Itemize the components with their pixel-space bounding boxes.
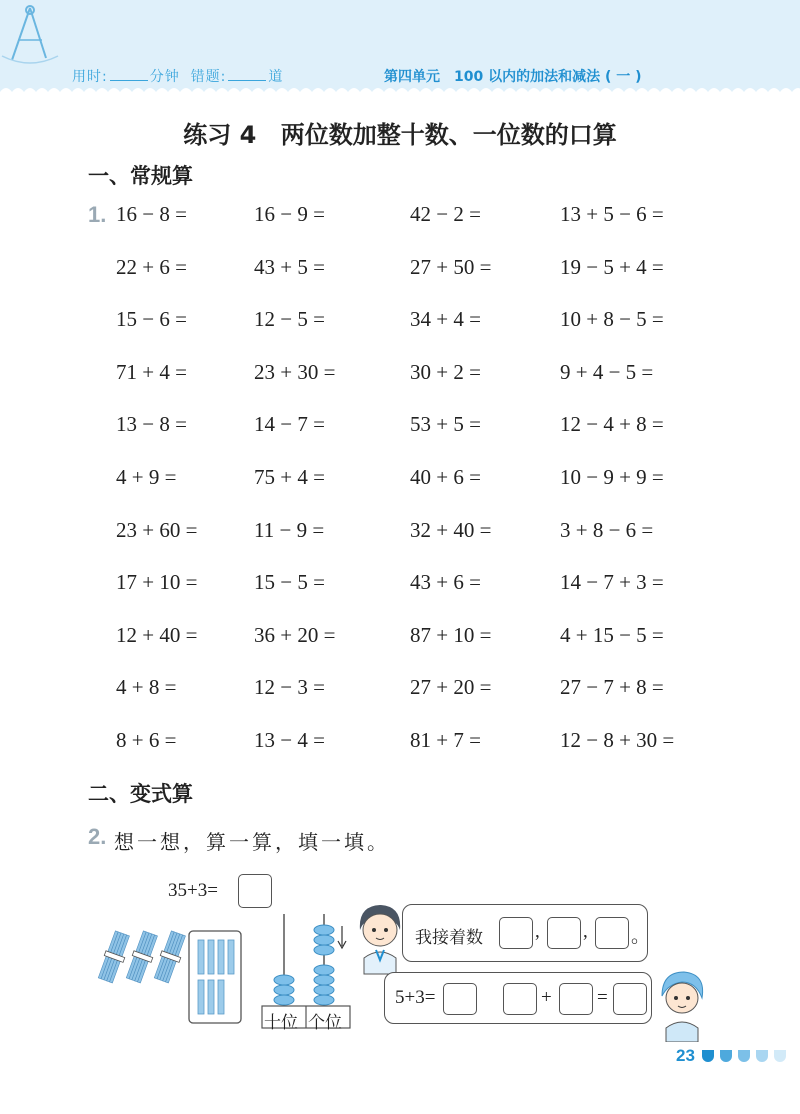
- addition-box-3[interactable]: [559, 983, 593, 1015]
- arithmetic-problem: 16 − 8 =: [116, 202, 187, 226]
- arithmetic-problem: 34 + 4 =: [410, 307, 481, 331]
- arithmetic-problem: 14 − 7 =: [254, 412, 325, 436]
- arithmetic-problem: 81 + 7 =: [410, 728, 481, 752]
- instruction-text: 想一想，算一算，填一填。: [114, 830, 390, 854]
- errors-blank[interactable]: [228, 68, 266, 81]
- arithmetic-problem: 15 − 6 =: [116, 307, 187, 331]
- addition-box-1[interactable]: [443, 983, 477, 1015]
- section-heading-1: 一、常规算: [88, 164, 193, 188]
- arithmetic-problem: 19 − 5 + 4 =: [560, 255, 664, 279]
- time-errors-record: [72, 66, 283, 86]
- unit-heading: [384, 66, 642, 86]
- arithmetic-problem: 16 − 9 =: [254, 202, 325, 226]
- period: 。: [631, 926, 651, 947]
- question-number-2: 2.: [88, 824, 107, 849]
- arithmetic-problem: 23 + 30 =: [254, 360, 336, 384]
- arithmetic-problem: 22 + 6 =: [116, 255, 187, 279]
- question-number-1: 1.: [88, 202, 107, 227]
- arithmetic-problem: 4 + 9 =: [116, 465, 177, 489]
- arithmetic-problem: 36 + 20 =: [254, 623, 336, 647]
- arithmetic-problem: 10 + 8 − 5 =: [560, 307, 664, 331]
- section-heading-2: 二、变式算: [88, 782, 193, 806]
- errors-unit: 道: [268, 69, 284, 85]
- arithmetic-problem: 75 + 4 =: [254, 465, 325, 489]
- arithmetic-problem: 4 + 8 =: [116, 675, 177, 699]
- page-header: [0, 0, 800, 98]
- time-label: 用时:: [72, 69, 108, 85]
- arithmetic-problem: 13 − 4 =: [254, 728, 325, 752]
- arithmetic-problem: 11 − 9 =: [254, 518, 325, 542]
- arithmetic-problem: 3 + 8 − 6 =: [560, 518, 654, 542]
- unit-title: 100 以内的加法和减法 ( 一 ): [454, 69, 642, 85]
- arithmetic-problem: 17 + 10 =: [116, 570, 198, 594]
- equals-sign: =: [597, 987, 608, 1008]
- arithmetic-problem: 40 + 6 =: [410, 465, 481, 489]
- page-decoration-dots: [698, 1048, 790, 1064]
- arithmetic-problem: 12 − 4 + 8 =: [560, 412, 664, 436]
- arithmetic-problem: 27 − 7 + 8 =: [560, 675, 664, 699]
- arithmetic-problem: 13 − 8 =: [116, 412, 187, 436]
- time-blank[interactable]: [110, 68, 148, 81]
- arithmetic-problem: 12 − 5 =: [254, 307, 325, 331]
- arithmetic-problem: 9 + 4 − 5 =: [560, 360, 654, 384]
- arithmetic-problem: 43 + 5 =: [254, 255, 325, 279]
- stick-bundles-illustration: [96, 928, 192, 988]
- count-box-2[interactable]: [547, 917, 581, 949]
- speech-bubble-addition: [384, 972, 652, 1024]
- arithmetic-problem: 87 + 10 =: [410, 623, 492, 647]
- arithmetic-problem: 43 + 6 =: [410, 570, 481, 594]
- arithmetic-problem: 12 + 40 =: [116, 623, 198, 647]
- count-box-3[interactable]: [595, 917, 629, 949]
- arithmetic-problem: 32 + 40 =: [410, 518, 492, 542]
- unit-label: 第四单元: [384, 69, 440, 85]
- page-title: [0, 115, 800, 150]
- bubble-counting-text: 我接着数: [415, 928, 483, 948]
- boy-character-illustration: [352, 900, 408, 976]
- abacus-tens-label: 十位: [264, 1013, 298, 1033]
- arithmetic-problem: 27 + 50 =: [410, 255, 492, 279]
- comma-2: ,: [583, 921, 588, 942]
- girl-character-illustration: [654, 966, 710, 1042]
- arithmetic-problem: 8 + 6 =: [116, 728, 177, 752]
- arithmetic-problem: 53 + 5 =: [410, 412, 481, 436]
- comma-1: ,: [535, 921, 540, 942]
- scalloped-edge: [0, 0, 800, 110]
- errors-label: 错题:: [190, 69, 227, 85]
- arithmetic-problem: 42 − 2 =: [410, 202, 481, 226]
- arithmetic-problem: 23 + 60 =: [116, 518, 198, 542]
- arithmetic-problem: 12 − 3 =: [254, 675, 325, 699]
- arithmetic-problem: 12 − 8 + 30 =: [560, 728, 675, 752]
- main-equation: 35+3=: [168, 880, 218, 901]
- arithmetic-problem: 27 + 20 =: [410, 675, 492, 699]
- page-number: 23: [676, 1046, 695, 1065]
- time-unit: 分钟: [149, 69, 180, 85]
- plus-sign: +: [541, 987, 552, 1008]
- compass-icon: [0, 0, 60, 70]
- addition-box-4[interactable]: [613, 983, 647, 1015]
- arithmetic-problem: 13 + 5 − 6 =: [560, 202, 664, 226]
- abacus-ones-label: 个位: [308, 1013, 342, 1033]
- arithmetic-problem: 71 + 4 =: [116, 360, 187, 384]
- arithmetic-problem: 14 − 7 + 3 =: [560, 570, 664, 594]
- answer-box-main[interactable]: [238, 874, 272, 908]
- count-box-1[interactable]: [499, 917, 533, 949]
- exercise-topic: 两位数加整十数、一位数的口算: [280, 121, 617, 149]
- tens-card-illustration: [188, 930, 244, 1026]
- exercise-number: 练习 4: [183, 121, 257, 149]
- arithmetic-problem: 4 + 15 − 5 =: [560, 623, 664, 647]
- bubble-equation: 5+3=: [395, 987, 436, 1008]
- addition-box-2[interactable]: [503, 983, 537, 1015]
- speech-bubble-counting: [402, 904, 651, 962]
- arithmetic-problem: 10 − 9 + 9 =: [560, 465, 664, 489]
- arithmetic-problem: 30 + 2 =: [410, 360, 481, 384]
- arithmetic-problem: 15 − 5 =: [254, 570, 325, 594]
